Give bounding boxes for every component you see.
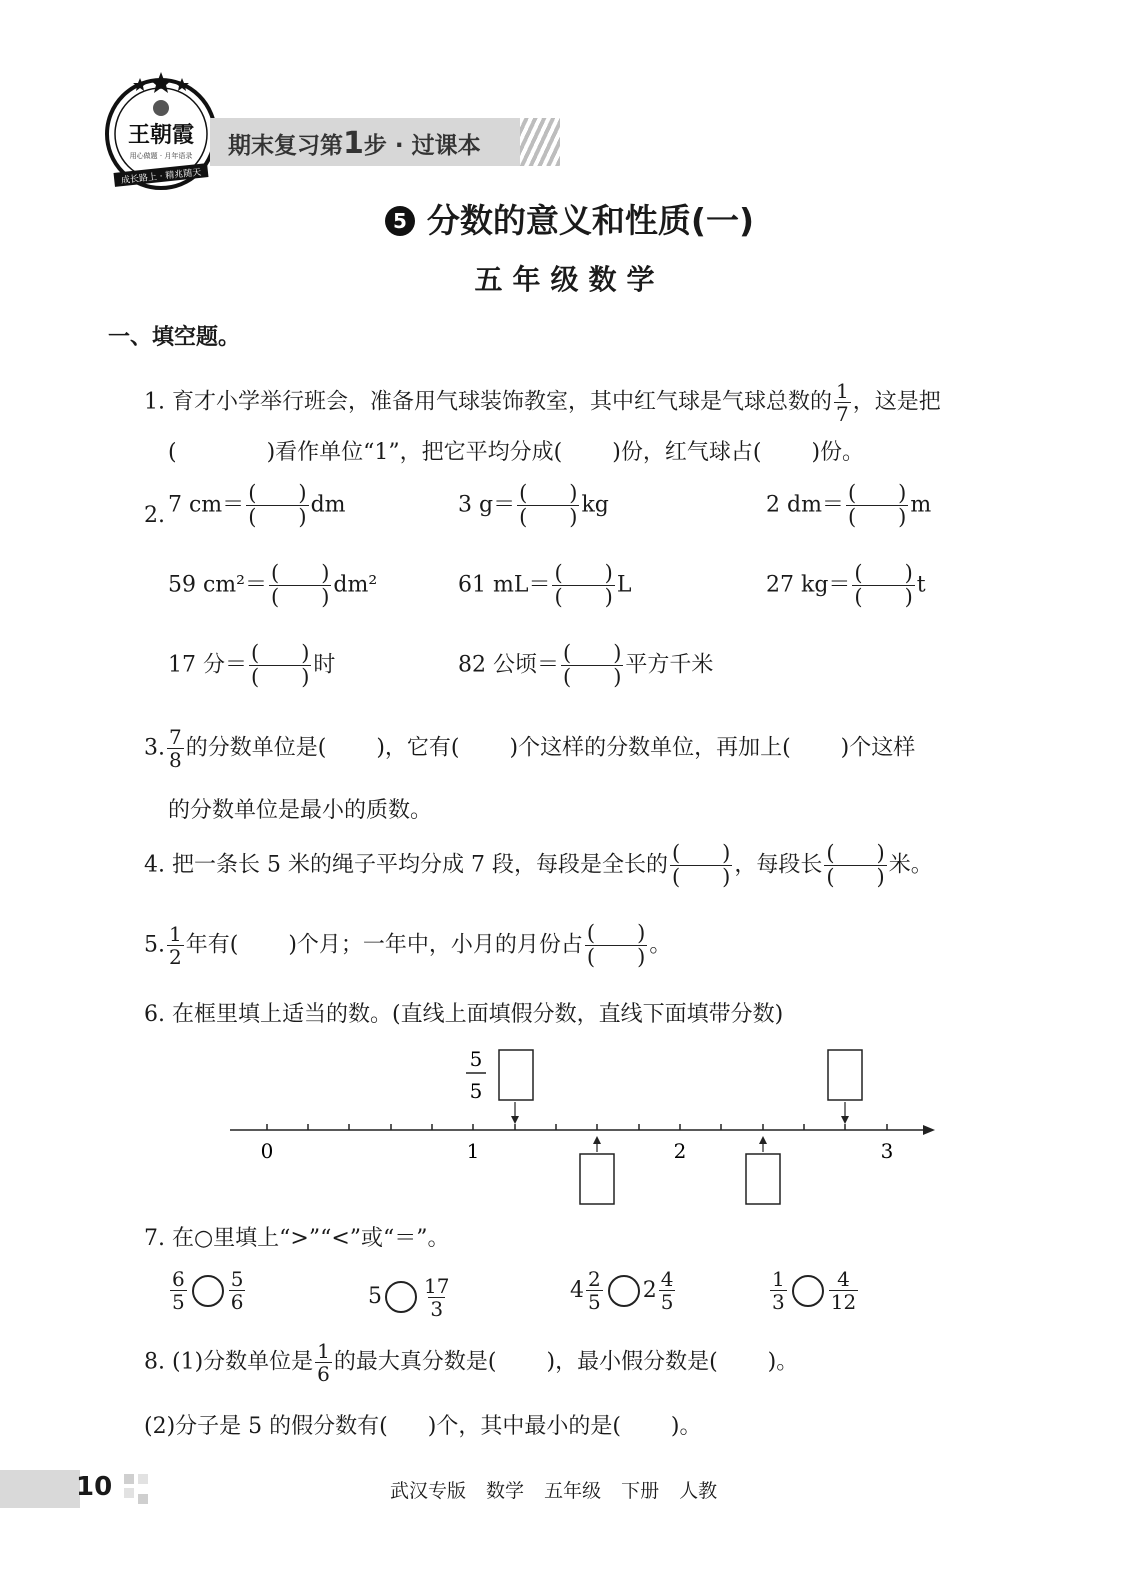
section-heading: 一、填空题。 bbox=[108, 325, 241, 350]
fraction-1-2: $\frac{1}{2}$ bbox=[169, 922, 182, 970]
svg-text:王朝霞: 王朝霞 bbox=[127, 122, 195, 148]
conversion-item: 59 cm²＝ $\frac{( )}{( )}$ dm² bbox=[168, 561, 378, 610]
arrow-down-icon bbox=[841, 1116, 849, 1124]
page-subtitle: 五年级数学 bbox=[474, 263, 665, 296]
answer-box-below-1[interactable] bbox=[580, 1154, 614, 1204]
page-title bbox=[0, 195, 1139, 242]
answer-fraction-blank[interactable]: $\frac{( )}{( )}$ bbox=[854, 561, 913, 610]
answer-fraction-blank[interactable]: $\frac{( )}{( )}$ bbox=[554, 561, 613, 610]
question-1-line-2: ( )看作单位“1”，把它平均分成( )份，红气球占( )份。 bbox=[168, 440, 865, 465]
question-3-line-2: 的分数单位是最小的质数。 bbox=[168, 798, 433, 823]
compare-circle[interactable] bbox=[792, 1275, 824, 1307]
axis-arrow bbox=[923, 1125, 935, 1135]
answer-box-below-2[interactable] bbox=[746, 1154, 780, 1204]
conversion-item: 82 公顷＝ $\frac{( )}{( )}$ 平方千米 bbox=[458, 641, 714, 690]
number-line-diagram bbox=[225, 1040, 945, 1215]
comparison-item: 5 $\frac{17}{3}$ bbox=[368, 1273, 450, 1321]
banner-text: 期末复习第1步 · 过课本 bbox=[228, 126, 481, 161]
question-2-label: 2. bbox=[144, 503, 165, 528]
comparison-item: $\frac{1}{3}$ $\frac{4}{12}$ bbox=[772, 1267, 857, 1314]
question-5: 5. $\frac{1}{2}$ 年有( )个月；一年中，小月的月份占 $\frac{( )}{( )}$ 。 bbox=[144, 921, 672, 970]
page-number-box bbox=[0, 1470, 80, 1508]
title-number-badge: 5 bbox=[385, 206, 415, 236]
arrow-up-icon bbox=[593, 1136, 601, 1144]
answer-fraction-blank[interactable]: $\frac{( )}{( )}$ bbox=[671, 841, 731, 890]
page-number: 10 bbox=[76, 1472, 113, 1502]
compare-circle[interactable] bbox=[385, 1281, 417, 1313]
question-8-part-2: (2)分子是 5 的假分数有( )个，其中最小的是( )。 bbox=[144, 1414, 702, 1439]
page-corner-squares bbox=[122, 1472, 152, 1508]
comparison-item: $\frac{6}{5}$ $\frac{5}{6}$ bbox=[172, 1267, 244, 1314]
question-6: 6. 在框里填上适当的数。(直线上面填假分数，直线下面填带分数) bbox=[144, 1002, 784, 1027]
arrow-up-icon bbox=[759, 1136, 767, 1144]
question-7: 7. 在○里填上“>”“<”或“＝”。 bbox=[144, 1226, 450, 1251]
title-text: 分数的意义和性质(一) bbox=[426, 201, 755, 240]
question-4: 4. 把一条长 5 米的绳子平均分成 7 段，每段是全长的 $\frac{( )}{( )}$ ，每段长 $\frac{( )}{( )}$ 米。 bbox=[144, 841, 933, 890]
fraction-7-8: $\frac{7}{8}$ bbox=[169, 725, 182, 772]
arrow-down-icon bbox=[511, 1116, 519, 1124]
given-fraction-denominator: 5 bbox=[469, 1079, 483, 1103]
comparison-item: 4 $\frac{2}{5}$ 2 $\frac{4}{5}$ bbox=[570, 1267, 674, 1314]
question-3-line-1: 3. $\frac{7}{8}$ 的分数单位是( )，它有( )个这样的分数单位，再加上( )个这样 bbox=[144, 725, 916, 772]
answer-fraction-blank[interactable]: $\frac{( )}{( )}$ bbox=[519, 481, 578, 530]
given-fraction-numerator: 5 bbox=[469, 1047, 483, 1071]
answer-fraction-blank[interactable]: $\frac{( )}{( )}$ bbox=[271, 561, 330, 610]
conversion-item: 2 dm＝ $\frac{( )}{( )}$ m bbox=[766, 481, 932, 530]
tick-marks bbox=[267, 1124, 887, 1130]
question-1-line-1: 1. 育才小学举行班会，准备用气球装饰教室，其中红气球是气球总数的 $\frac{1}{7}$ ，这是把 bbox=[144, 379, 941, 426]
brand-logo-badge bbox=[100, 70, 222, 192]
tick-label-1: 1 bbox=[466, 1139, 480, 1163]
answer-box-above-2[interactable] bbox=[828, 1050, 862, 1100]
svg-text:成长路上 · 精兆随天: 成长路上 · 精兆随天 bbox=[120, 167, 202, 187]
tick-label-2: 2 bbox=[673, 1139, 687, 1163]
banner-stripes bbox=[520, 118, 560, 166]
compare-circle[interactable] bbox=[608, 1275, 640, 1307]
question-8-part-1: 8. (1)分数单位是 $\frac{1}{6}$ 的最大真分数是( )，最小假分数是( )。 bbox=[144, 1339, 799, 1386]
answer-fraction-blank[interactable]: $\frac{( )}{( )}$ bbox=[847, 481, 907, 530]
conversion-item: 27 kg＝ $\frac{( )}{( )}$ t bbox=[766, 561, 926, 610]
conversion-item: 3 g＝ $\frac{( )}{( )}$ kg bbox=[458, 481, 609, 530]
conversion-item: 7 cm＝ $\frac{( )}{( )}$ dm bbox=[168, 481, 346, 530]
answer-fraction-blank[interactable]: $\frac{( )}{( )}$ bbox=[563, 641, 622, 690]
answer-fraction-blank[interactable]: $\frac{( )}{( )}$ bbox=[586, 921, 646, 970]
conversion-item: 17 分＝ $\frac{( )}{( )}$ 时 bbox=[168, 641, 336, 690]
tick-label-0: 0 bbox=[260, 1139, 274, 1163]
conversion-item: 61 mL＝ $\frac{( )}{( )}$ L bbox=[458, 561, 632, 610]
svg-text:用心做题 · 月年语录: 用心做题 · 月年语录 bbox=[129, 152, 193, 160]
compare-circle[interactable] bbox=[192, 1275, 224, 1307]
tick-label-3: 3 bbox=[880, 1139, 894, 1163]
answer-box-above-1[interactable] bbox=[499, 1050, 533, 1100]
answer-fraction-blank[interactable]: $\frac{( )}{( )}$ bbox=[826, 841, 885, 890]
answer-fraction-blank[interactable]: $\frac{( )}{( )}$ bbox=[251, 641, 310, 690]
answer-fraction-blank[interactable]: $\frac{( )}{( )}$ bbox=[248, 481, 307, 530]
footer-text: 武汉专版 数学 五年级 下册 人教 bbox=[390, 1480, 718, 1502]
fraction-1-7: $\frac{1}{7}$ bbox=[836, 379, 849, 426]
